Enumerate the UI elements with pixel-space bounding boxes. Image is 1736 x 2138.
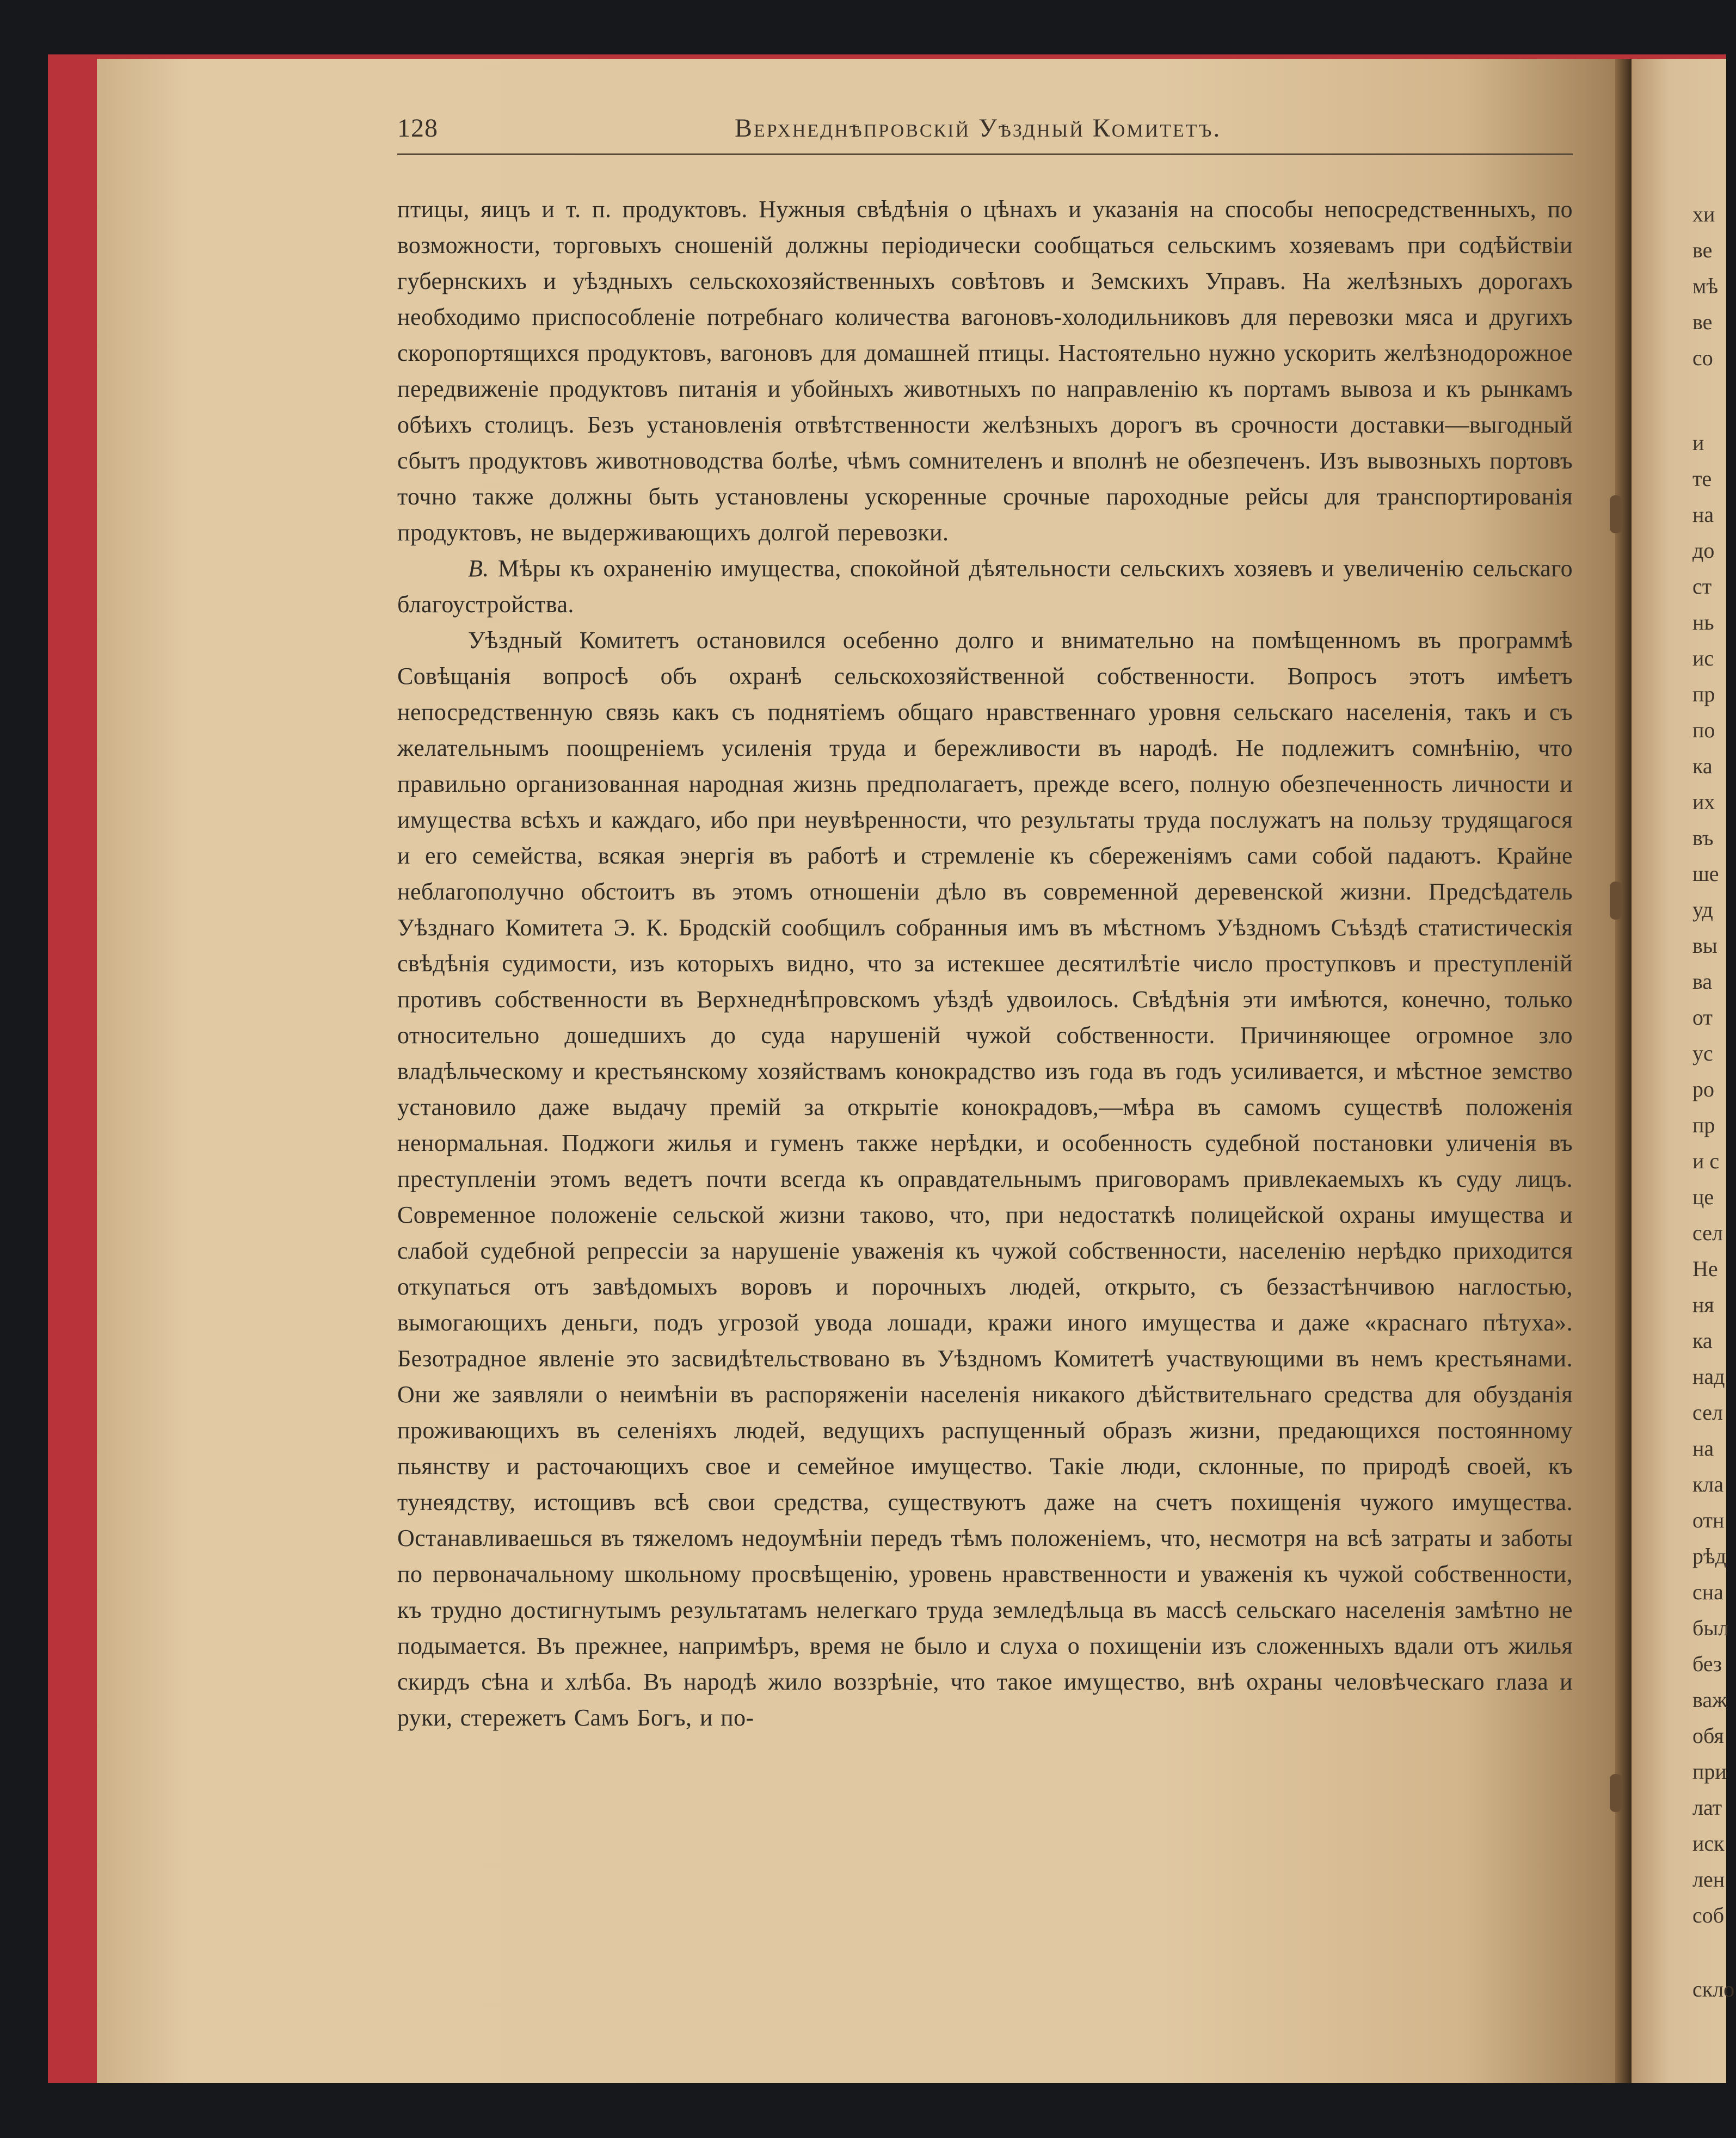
page-body bbox=[397, 192, 1573, 1736]
facing-page-fragment: иск bbox=[1692, 1831, 1725, 1856]
facing-page-fragment: Не bbox=[1692, 1256, 1718, 1281]
paragraph: птицы, яицъ и т. п. продуктовъ. Нужныя свѣдѣнія о цѣнахъ и указанія на способы непосредственныхъ, по возможности, торговыхъ сношеній должны періодически сообщаться сельскимъ хозяевамъ при содѣйствіи губернскихъ и уѣздныхъ сельскохозяйственныхъ совѣтовъ и Земскихъ Управъ. На желѣзныхъ дорогахъ необходимо приспособленіе потребнаго количества вагоновъ-холодильниковъ для перевозки мяса и другихъ скоропортящихся продуктовъ, вагоновъ для домашней птицы. Настоятельно нужно ускорить желѣзнодорожное передвиженіе продуктовъ питанія и убойныхъ животныхъ по направленію къ портамъ вывоза и къ рынкамъ обѣихъ столицъ. Безъ установленія отвѣтственности желѣзныхъ дорогъ въ срочности доставки—выгодный сбытъ продуктовъ животноводства болѣе, чѣмъ сомнителенъ и вполнѣ не обезпеченъ. Изъ вывозныхъ портовъ точно также должны быть установлены ускоренные срочные пароходные рейсы для транспортированія продуктовъ, не выдерживающихъ долгой перевозки. bbox=[397, 196, 1573, 546]
facing-page-fragment: ус bbox=[1692, 1041, 1713, 1065]
facing-page-fragment: ше bbox=[1692, 861, 1719, 886]
facing-page-fragment: ва bbox=[1692, 969, 1713, 994]
facing-page-fragment: со bbox=[1692, 346, 1713, 370]
facing-page-fragment: уд bbox=[1692, 897, 1713, 922]
facing-page-fragment: те bbox=[1692, 466, 1712, 491]
facing-page-fragment: сел bbox=[1692, 1221, 1723, 1245]
facing-page-fragment: и bbox=[1692, 430, 1704, 455]
facing-page-fragment: хи bbox=[1692, 202, 1715, 226]
spine-tab-mark bbox=[1610, 495, 1622, 533]
facing-page-fragment: вы bbox=[1692, 933, 1717, 958]
facing-page-fragment: пр bbox=[1692, 1113, 1715, 1137]
page-number: 128 bbox=[397, 114, 438, 143]
spine-tab-mark bbox=[1610, 1774, 1622, 1812]
facing-page-fragment: от bbox=[1692, 1005, 1713, 1030]
facing-page-fragment: на bbox=[1692, 502, 1714, 527]
facing-page-fragment: пр bbox=[1692, 682, 1715, 706]
facing-page-fragment: и с bbox=[1692, 1149, 1720, 1173]
facing-page-fragment: при bbox=[1692, 1759, 1727, 1784]
facing-page-fragment: на bbox=[1692, 1436, 1714, 1461]
facing-page-fragment: соб bbox=[1692, 1903, 1725, 1927]
facing-page-fragment: нь bbox=[1692, 610, 1714, 634]
facing-page-fragment: ис bbox=[1692, 646, 1714, 670]
facing-page-fragment: ве bbox=[1692, 310, 1713, 334]
section-letter: В. bbox=[468, 555, 489, 582]
facing-page-fragment: сна bbox=[1692, 1580, 1723, 1604]
page-header bbox=[397, 109, 1573, 158]
facing-page-fragment: обя bbox=[1692, 1723, 1724, 1748]
spine-tab-mark bbox=[1610, 882, 1622, 920]
facing-page-fragment: ро bbox=[1692, 1077, 1714, 1101]
facing-page-fragment: ня bbox=[1692, 1292, 1714, 1317]
facing-page-fragment: кла bbox=[1692, 1472, 1724, 1496]
facing-page-fragment: рѣд bbox=[1692, 1544, 1727, 1568]
facing-page-fragment: ве bbox=[1692, 238, 1713, 262]
facing-page-fragment: отн bbox=[1692, 1508, 1725, 1532]
header-rule bbox=[397, 153, 1573, 155]
facing-page-fragment: це bbox=[1692, 1185, 1714, 1209]
facing-page-fragment: ка bbox=[1692, 754, 1713, 778]
facing-page-fragment: ст bbox=[1692, 574, 1712, 599]
facing-page-fragment: без bbox=[1692, 1652, 1722, 1676]
running-title: Верхнеднѣпровскій Уѣздный Комитетъ. bbox=[735, 114, 1222, 143]
facing-page-fragment: скло bbox=[1692, 1977, 1735, 2001]
facing-page-fragment: мѣ bbox=[1692, 274, 1719, 298]
facing-page-fragment: над bbox=[1692, 1364, 1725, 1389]
facing-page-fragment: их bbox=[1692, 790, 1715, 814]
facing-page-fragment: ка bbox=[1692, 1328, 1713, 1353]
facing-page-fragment: до bbox=[1692, 538, 1715, 563]
facing-page-fragment: лен bbox=[1692, 1867, 1725, 1891]
facing-page-fragment: по bbox=[1692, 718, 1715, 742]
section-heading-paragraph bbox=[397, 551, 1573, 623]
paragraph: Уѣздный Комитетъ остановился осебенно долго и внимательно на помѣщенномъ въ программѣ Совѣщанія вопросѣ объ охранѣ сельскохозяйственной собственности. Вопросъ этотъ имѣетъ непосредственную связь какъ съ поднятіемъ общаго нравственнаго уровня сельскаго населенія, такъ и съ желательнымъ поощреніемъ усиленія труда и бережливости въ народѣ. Не подлежитъ сомнѣнію, что правильно организованная народная жизнь предполагаетъ, прежде всего, полную обезпеченность личности и имущества всѣхъ и каждаго, ибо при неувѣренности, что результаты труда послужатъ на пользу трудящагося и его семейства, всякая энергія въ работѣ и стремленіе къ сбереженіямъ сами собой падаютъ. Крайне неблагополучно обстоитъ въ этомъ отношеніи дѣло въ современной деревенской жизни. Предсѣдатель Уѣзднаго Комитета Э. К. Бродскій сообщилъ собранныя имъ въ мѣстномъ Уѣздномъ Съѣздѣ статистическія свѣдѣнія судимости, изъ которыхъ видно, что за истекшее десятилѣтіе число проступковъ и преступленій противъ собственности въ Верхнеднѣпровскомъ уѣздѣ удвоилось. Свѣдѣнія эти имѣются, конечно, только относительно дошедшихъ до суда нарушеній чужой собственности. Причиняющее огромное зло владѣльческому и крестьянскому хозяйствамъ конокрадство изъ года въ годъ усиливается, и мѣстное земство установило даже выдачу премій за открытіе конокрадовъ,—мѣра въ самомъ существѣ положенія ненормальная. Поджоги жилья и гуменъ также нерѣдки, и особенность судебной постановки уличенія въ преступленіи этомъ ведетъ почти всегда къ оправдательнымъ приговорамъ привлекаемыхъ къ суду лицъ. Современное положеніе сельской жизни таково, что, при недостаткѣ полицейской охраны имущества и слабой судебной репрессіи за нарушеніе уваженія къ чужой собственности, населенію нерѣдко приходится откупаться отъ завѣдомыхъ воровъ и порочныхъ людей, открыто, съ беззастѣнчивою наглостью, вымогающихъ деньги, подъ угрозой увода лошади, кражи иного имущества и даже «краснаго пѣтуха». Безотрадное явленіе это засвидѣтельствовано въ Уѣздномъ Комитетѣ участвующими въ немъ крестьянами. Они же заявляли о неимѣніи въ распоряженіи населенія никакого дѣйствительнаго средства для обузданія проживающихъ въ селеніяхъ людей, ведущихъ распущенный образъ жизни, предающихся постоянному пьянству и расточающихъ свое и семейное имущество. Такіе люди, склонные, по природѣ своей, къ тунеядству, истощивъ всѣ свои средства, существуютъ даже на счетъ похищенія чужого имущества. Останавливаешься въ тяжеломъ недоумѣніи передъ тѣмъ положеніемъ, что, несмотря на всѣ затраты и заботы по первоначальному школьному просвѣщенію, уровень нравственности и уваженія къ чужой собственности, къ трудно достигнутымъ результатамъ нелегкаго труда земледѣльца въ массѣ сельскаго населенія замѣтно не подымается. Въ прежнее, напримѣръ, время не было и слуха о похищеніи изъ сложенныхъ вдали отъ жилья скирдъ сѣна и хлѣба. Въ народѣ жило воззрѣніе, что такое имущество, внѣ охраны человѣческаго глаза и руки, стережетъ Самъ Богъ, и по- bbox=[397, 627, 1573, 1731]
section-heading-text: Мѣры къ охраненію имущества, спокойной дѣятельности сельскихъ хозяевъ и увеличенію сельскаго благоустройства. bbox=[397, 555, 1573, 618]
facing-page-fragment: сел bbox=[1692, 1400, 1723, 1425]
facing-page-fragment: въ bbox=[1692, 825, 1714, 850]
facing-page-fragment: был bbox=[1692, 1616, 1729, 1640]
facing-page-fragment: лат bbox=[1692, 1795, 1722, 1820]
facing-page-fragment: важ bbox=[1692, 1687, 1727, 1712]
